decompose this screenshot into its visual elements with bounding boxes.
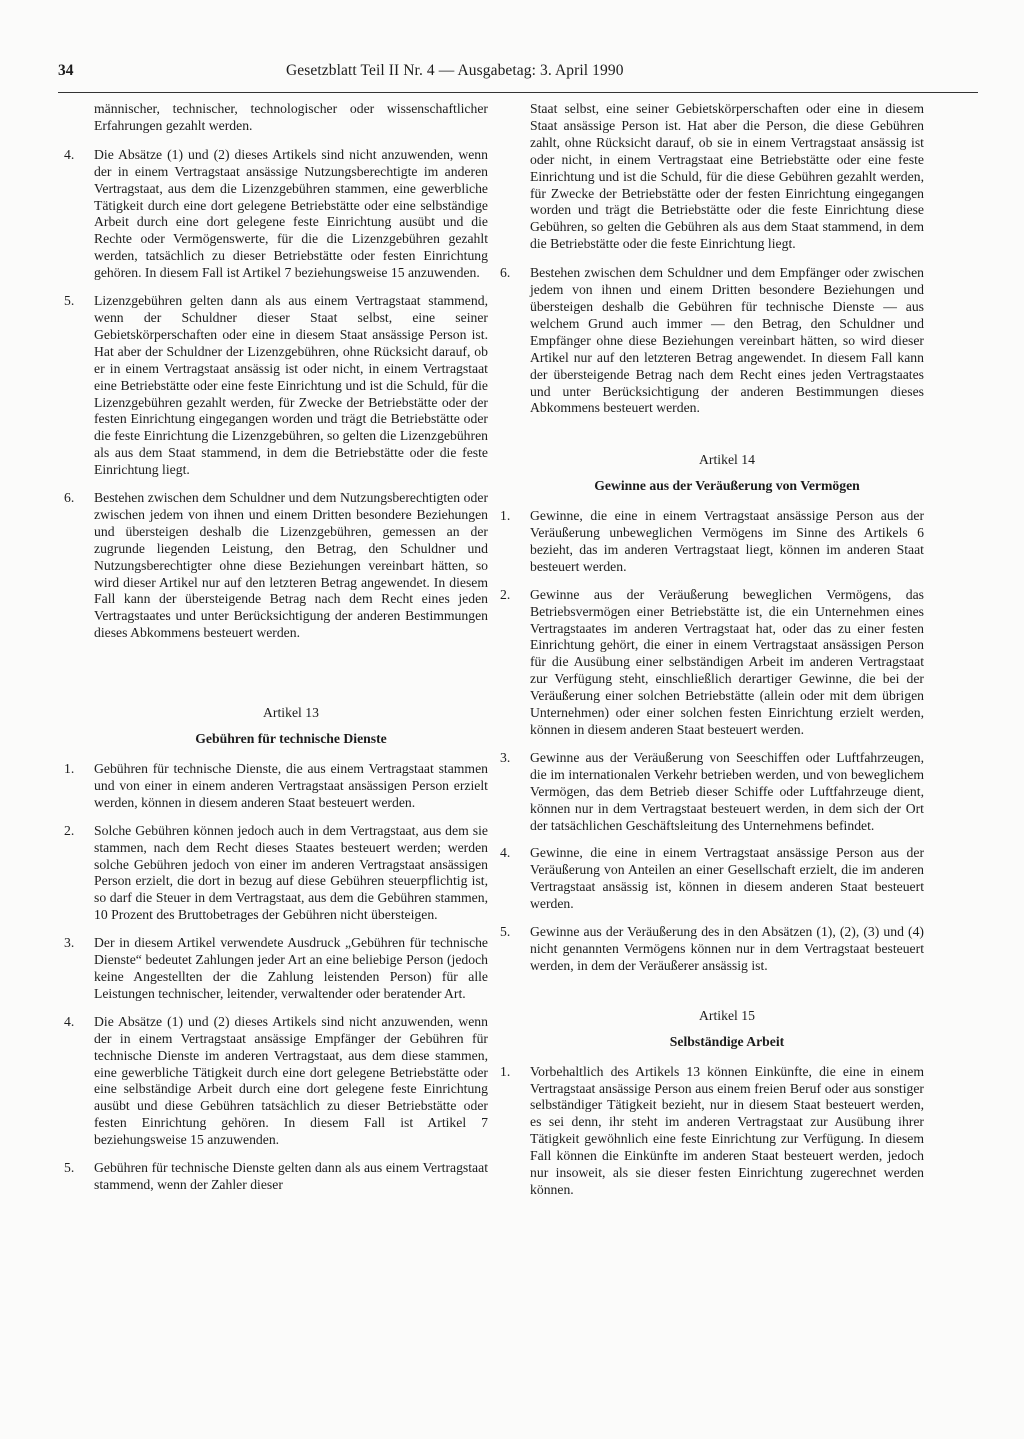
paragraph (64, 1013, 488, 1149)
paragraph-text: Vorbehaltlich des Artikels 13 können Einkünfte, die eine in einem Vertragstaat ansässige Person aus einem freien Beruf oder aus sonstiger selbständiger Tätigkeit bezieht, nur in diesem Staat besteuert werden, es sei denn, ihr steht im anderen Vertragstaat zur Ausübung ihrer Tätigkeit gewöhnlich eine feste Einrichtung zur Verfügung. In diesem Fall können die Einkünfte im anderen Staat besteuert werden, jedoch nur insoweit, als sie dieser festen Einrichtung zugerechnet werden können. (530, 1063, 924, 1197)
paragraph-number: 2. (500, 586, 511, 602)
continued-text: Staat selbst, eine seiner Gebietskörperschaften oder eine in diesem Staat ansässige Person ist. Hat aber die Person, die diese Gebühren zahlt, ohne Rücksicht darauf, ob sie in einem Vertragstaat ansässig ist oder nicht, in einem Vertragstaat eine Betriebstätte oder eine feste Einrichtung und ist die Schuld, für die diese Gebühren gezahlt werden, für Zwecke der Betriebstätte oder der festen Einrichtung eingegangen worden und trägt die Betriebstätte oder die feste Einrichtung diese Gebühren, so gelten die Gebühren als aus dem Staat stammend, in dem die Betriebstätte oder die feste Einrichtung liegt. (530, 101, 924, 252)
paragraph (500, 265, 924, 417)
paragraph-number: 1. (64, 761, 75, 776)
paragraph (500, 845, 924, 913)
running-title: Gesetzblatt Teil II Nr. 4 — Ausgabetag: 3. April 1990 (286, 62, 624, 79)
paragraph (64, 761, 488, 812)
paragraph-text: Gebühren für technische Dienste gelten dann als aus einem Vertragstaat stammend, wenn der Zahler dieser (94, 1160, 488, 1192)
paragraph-text: Der in diesem Artikel verwendete Ausdruck „Gebühren für technische Dienste“ bedeutet Zahlungen jeder Art an eine beliebige Person (jedoch keine Angestellten der die Zahlung leistenden Person) für alle Leistungen technischer, leitender, verwaltender oder beratender Art. (94, 935, 488, 1001)
paragraph-text: Die Absätze (1) und (2) dieses Artikels sind nicht anzuwenden, wenn der in einem Vertragstaat ansässige Empfänger der Gebühren für technische Dienste im anderen Vertragstaat, aus dem diese stammen, eine gewerbliche Tätigkeit durch eine dort gelegene Betriebstätte oder eine selbständige Arbeit durch eine dort gelegene feste Einrichtung ausübt und diese Gebühren tatsächlich zu dieser Betriebstätte oder festen Einrichtung gehören. In diesem Fall ist Artikel 7 beziehungsweise 15 anzuwenden. (94, 1013, 488, 1148)
paragraph-number: 1. (500, 1063, 511, 1079)
section-gap (530, 428, 924, 452)
page-number: 34 (58, 62, 74, 79)
header-rule (58, 92, 978, 93)
article-heading: Artikel 13 (263, 705, 319, 721)
paragraph-number: 1. (500, 508, 511, 524)
paragraph-text: Bestehen zwischen dem Schuldner und dem Empfänger oder zwischen jedem von ihnen und einem Dritten besondere Beziehungen und übersteigen deshalb die Gebühren für technische Dienste — aus welchem Grund auch immer — den Betrag, den Schuldner und Empfänger ohne diese Beziehungen vereinbart hätten, so wird dieser Artikel nur auf den letzteren Betrag angewendet. In diesem Fall kann der übersteigende Betrag nach dem Recht eines jeden Vertragstaates und unter Berücksichtigung der anderen Bestimmungen dieses Abkommens besteuert werden. (530, 265, 924, 416)
section-gap (530, 986, 924, 1008)
paragraph-number: 2. (64, 822, 75, 838)
paragraph-text: Solche Gebühren können jedoch auch in dem Vertragstaat, aus dem sie stammen, nach dem Recht dieses Staates besteuert werden; werden solche Gebühren jedoch von einer im anderen Vertragstaat ansässigen Person erzielt, die dort in bezug auf diese Gebühren steuerpflichtig ist, so darf die Steuer in dem Vertragstaat, aus dem die Gebühren stammen, 10 Prozent des Bruttobetrages der Gebühren nicht übersteigen. (94, 822, 488, 923)
paragraph (64, 1160, 488, 1194)
paragraph-text: Gewinne, die eine in einem Vertragstaat ansässige Person aus der Veräußerung von Anteilen an einer Gesellschaft erzielt, die im anderen Vertragstaat ansässig ist, können in diesem anderen Staat besteuert werden. (530, 845, 924, 912)
paragraph (500, 749, 924, 835)
paragraph-text: Gewinne aus der Veräußerung von Seeschiffen oder Luftfahrzeugen, die im internationalen Verkehr betrieben werden, und von beweglichem Vermögen, das dem Betrieb dieser Schiffe oder Luftfahrzeuge dient, können nur in dem Vertragstaat besteuert werden, in dem sich der Ort der tatsächlichen Geschäftsleitung des Unternehmens befindet. (530, 749, 924, 833)
article-subheading: Selbständige Arbeit (669, 1033, 785, 1049)
article-heading: Artikel 14 (699, 452, 755, 468)
paragraph-text: Gewinne aus der Veräußerung des in den Absätzen (1), (2), (3) und (4) nicht genannten Vermögens können nur in dem Vertragstaat besteuert werden, in dem der Veräußerer ansässig ist. (530, 924, 924, 973)
paragraph (500, 924, 924, 975)
paragraph (64, 293, 488, 479)
section-gap (94, 653, 488, 705)
paragraph-number: 4. (64, 1013, 75, 1029)
paragraph-text: Gewinne aus der Veräußerung beweglichen Vermögens, das Betriebsvermögen einer Betriebstätte ist, die ein Unternehmen eines Vertragstaates im anderen Vertragstaat hat, oder das zu einer festen Einrichtung gehört, die einer in einem Vertragstaat ansässigen Person für die Ausübung einer selbständigen Arbeit im anderen Vertragstaat zur Verfügung steht, einschließlich derartiger Gewinne, die bei der Veräußerung einer solchen Betriebstätte (allein oder mit dem übrigen Unternehmen) oder einer solchen festen Einrichtung erzielt werden, können in diesem anderen Staat besteuert werden. (530, 586, 924, 737)
paragraph-number: 6. (500, 265, 511, 281)
paragraph-number: 3. (500, 749, 511, 765)
paragraph-text: Bestehen zwischen dem Schuldner und dem Nutzungsberechtigten oder zwischen jedem von ihnen und einem Dritten besondere Beziehungen und übersteigen deshalb die Lizenzgebühren, gemessen an der zugrunde liegenden Leistung, den Betrag, den Schuldner und Nutzungsberechtigter ohne diese Beziehungen vereinbart hätten, so wird dieser Artikel nur auf den letzteren Betrag angewendet. In diesem Fall kann der übersteigende Betrag nach dem Recht eines jeden Vertragstaates und unter Berücksichtigung der anderen Bestimmungen dieses Abkommens besteuert werden. (94, 490, 488, 641)
paragraph (500, 508, 924, 576)
paragraph (64, 146, 488, 282)
paragraph (64, 935, 488, 1003)
paragraph-text: Gewinne, die eine in einem Vertragstaat ansässige Person aus der Veräußerung unbeweglichen Vermögens im Sinne des Artikels 6 bezieht, das im anderen Vertragstaat liegt, können im anderen Staat besteuert werden. (530, 508, 924, 574)
page-header (58, 62, 978, 86)
paragraph-number: 5. (64, 1160, 75, 1176)
paragraph-text: Gebühren für technische Dienste, die aus einem Vertragstaat stammen und von einer in einem anderen Vertragstaat ansässigen Person erzielt werden, können in diesem anderen Staat besteuert werden. (94, 761, 488, 810)
paragraph-number: 6. (64, 490, 75, 506)
paragraph (64, 490, 488, 642)
paragraph-number: 4. (64, 146, 75, 162)
right-column (500, 101, 924, 1210)
paragraph-number: 5. (500, 924, 511, 940)
article-heading: Artikel 15 (699, 1007, 755, 1023)
article-subheading: Gewinne aus der Veräußerung von Vermögen (594, 478, 860, 494)
continued-text: männischer, technischer, technologischer oder wissenschaftlicher Erfahrungen gezahlt werden. (94, 101, 488, 133)
paragraph-number: 3. (64, 935, 75, 951)
paragraph (64, 822, 488, 924)
paragraph (500, 1063, 924, 1199)
paragraph (500, 586, 924, 739)
paragraph-text: Lizenzgebühren gelten dann als aus einem Vertragstaat stammend, wenn der Schuldner dieser Staat selbst, eine seiner Gebietskörperschaften oder eine in diesem Staat ansässige Person ist. Hat aber der Schuldner der Lizenzgebühren, ohne Rücksicht darauf, ob er in einem Vertragstaat ansässig ist oder nicht, in einem Vertragstaat eine Betriebstätte oder eine feste Einrichtung und ist die Schuld, für die Lizenzgebühren gezahlt werden, für Zwecke der Betriebstätte oder der festen Einrichtung eingegangen worden und trägt die Betriebstätte oder die feste Einrichtung die Lizenzgebühren, so gelten die Lizenzgebühren als aus dem Staat stammend, in dem die Betriebstätte oder die feste Einrichtung liegt. (94, 293, 488, 478)
article-subheading: Gebühren für technische Dienste (195, 731, 387, 747)
paragraph-number: 4. (500, 845, 511, 861)
paragraph-number: 5. (64, 293, 75, 309)
paragraph-text: Die Absätze (1) und (2) dieses Artikels sind nicht anzuwenden, wenn der in einem Vertragstaat ansässige Nutzungsberechtigte im anderen Vertragstaat, aus dem die Lizenzgebühren stammen, eine gewerbliche Tätigkeit durch eine dort gelegene Betriebstätte oder eine selbständige Arbeit durch eine dort gelegene feste Einrichtung ausübt und die Rechte oder Vermögenswerte, für die die Lizenzgebühren gezahlt werden, tatsächlich zu dieser Betriebstätte oder festen Einrichtung gehören. In diesem Fall ist Artikel 7 beziehungsweise 15 anzuwenden. (94, 146, 488, 281)
left-column (64, 101, 488, 1205)
